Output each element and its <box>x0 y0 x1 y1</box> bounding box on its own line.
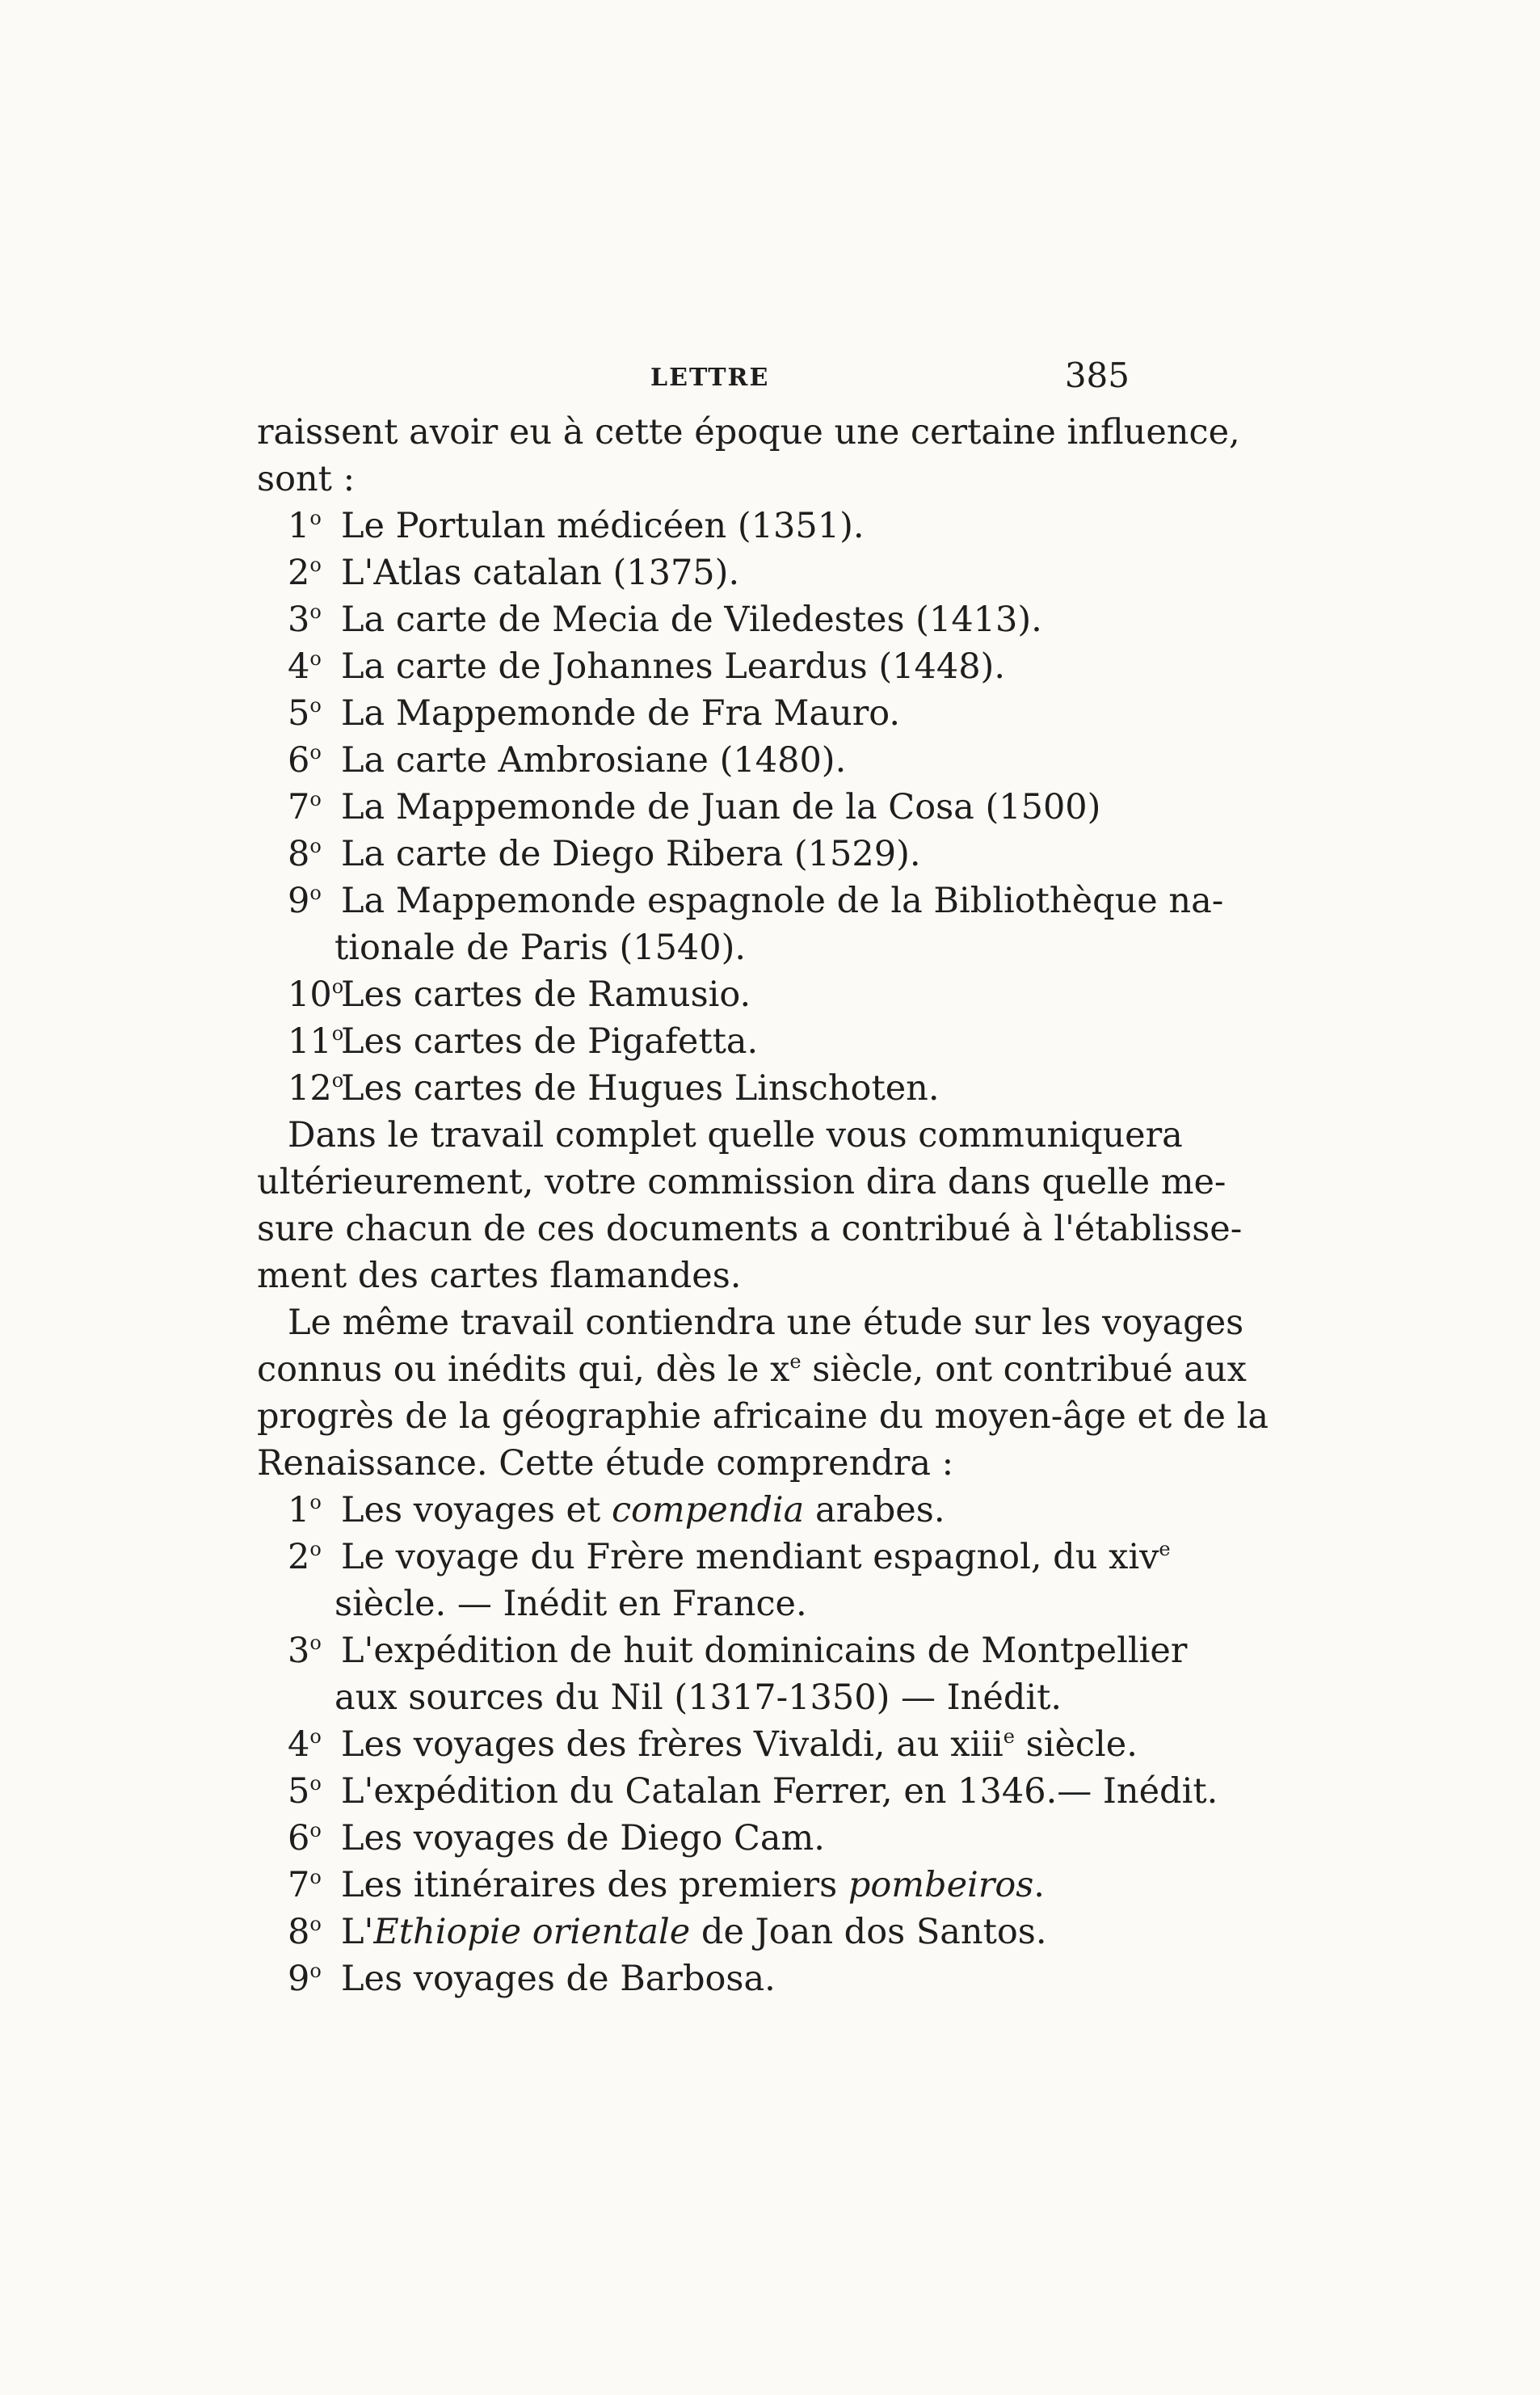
list-item: 1$^o$ Le Portulan médicéen (1351). <box>288 506 865 546</box>
list-item-continuation: siècle. — Inédit en France. <box>335 1584 807 1624</box>
list-item: 9$^o$ La Mappemonde espagnole de la Bibliothèque na- <box>288 881 1224 921</box>
list-item: 2$^o$ L'Atlas catalan (1375). <box>288 553 740 593</box>
paragraph-line: Renaissance. Cette étude comprendra : <box>257 1443 954 1484</box>
running-title: LETTRE <box>650 364 770 392</box>
list-item: 3$^o$ La carte de Mecia de Viledestes (1413). <box>288 600 1042 640</box>
list-item: 11$^o$Les cartes de Pigafetta. <box>288 1021 759 1062</box>
list-item: 2$^o$ Le voyage du Frère mendiant espagnol, du xiv$^e$ <box>288 1537 1171 1577</box>
list-item: 4$^o$ Les voyages des frères Vivaldi, au xiii$^e$ siècle. <box>288 1724 1138 1765</box>
list-item: 8$^o$ L'Ethiopie orientale de Joan dos Santos. <box>288 1912 1047 1952</box>
paragraph-line: Le même travail contiendra une étude sur les voyages <box>288 1303 1244 1343</box>
paragraph-line: ment des cartes flamandes. <box>257 1256 742 1296</box>
list-item: 5$^o$ La Mappemonde de Fra Mauro. <box>288 693 901 734</box>
list-item: 4$^o$ La carte de Johannes Leardus (1448). <box>288 646 1005 687</box>
list-item: 10$^o$Les cartes de Ramusio. <box>288 974 751 1015</box>
list-item: 6$^o$ Les voyages de Diego Cam. <box>288 1818 825 1858</box>
paragraph-line: ultérieurement, votre commission dira dans quelle me- <box>257 1162 1227 1202</box>
paragraph-line: connus ou inédits qui, dès le $x^e$ siècle, ont contribué aux <box>257 1349 1247 1390</box>
list-item: 7$^o$ La Mappemonde de Juan de la Cosa (1500) <box>288 787 1101 827</box>
list-item: 12$^o$Les cartes de Hugues Linschoten. <box>288 1068 940 1109</box>
intro-line: sont : <box>257 459 356 499</box>
paragraph-line: progrès de la géographie africaine du moyen-âge et de la <box>257 1396 1269 1437</box>
paragraph-line: Dans le travail complet quelle vous communiquera <box>288 1115 1183 1155</box>
list-item: 8$^o$ La carte de Diego Ribera (1529). <box>288 834 921 874</box>
list-item: 3$^o$ L'expédition de huit dominicains de Montpellier <box>288 1631 1188 1671</box>
list-item: 7$^o$ Les itinéraires des premiers pombeiros. <box>288 1865 1045 1905</box>
running-header <box>257 356 1130 404</box>
list-item: 5$^o$ L'expédition du Catalan Ferrer, en 1346.— Inédit. <box>288 1771 1218 1812</box>
paragraph-line: sure chacun de ces documents a contribué à l'établisse- <box>257 1209 1243 1249</box>
list-item: 9$^o$ Les voyages de Barbosa. <box>288 1959 776 1999</box>
list-item: 6$^o$ La carte Ambrosiane (1480). <box>288 740 847 781</box>
page-number: 385 <box>1064 356 1130 395</box>
list-item-continuation: aux sources du Nil (1317-1350) — Inédit. <box>335 1677 1062 1718</box>
intro-line: raissent avoir eu à cette époque une certaine influence, <box>257 412 1240 452</box>
list-item-continuation: tionale de Paris (1540). <box>335 928 747 968</box>
list-item: 1$^o$ Les voyages et compendia arabes. <box>288 1490 945 1530</box>
